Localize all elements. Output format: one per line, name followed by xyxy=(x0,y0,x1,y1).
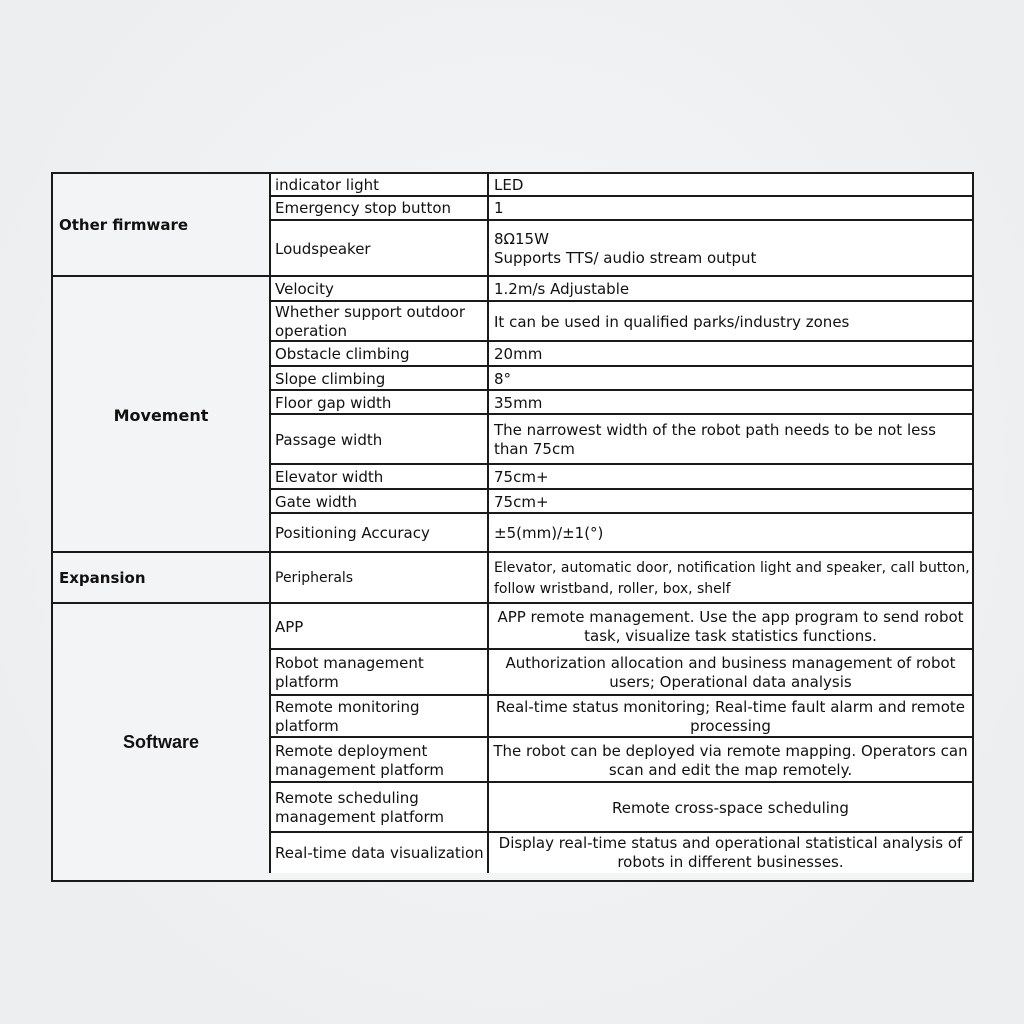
item-obstacle-climbing: Obstacle climbing xyxy=(269,340,489,367)
value-emergency-stop-button: 1 xyxy=(487,195,972,220)
category-other-firmware: Other firmware xyxy=(53,174,269,277)
value-gate-width: 75cm+ xyxy=(487,488,972,514)
value-realtime-data-visualization: Display real-time status and operational statistical analysis of robots in different businesses. xyxy=(487,831,972,873)
item-floor-gap-width: Floor gap width xyxy=(269,389,489,415)
value-loudspeaker-line-1: 8Ω15W xyxy=(494,230,549,248)
item-passage-width: Passage width xyxy=(269,413,489,465)
item-remote-deployment-platform: Remote deployment management platform xyxy=(269,736,489,783)
spec-table xyxy=(51,172,974,882)
value-elevator-width: 75cm+ xyxy=(487,463,972,490)
item-peripherals: Peripherals xyxy=(269,551,489,604)
value-robot-management-platform: Authorization allocation and business management of robot users; Operational data analysis xyxy=(487,648,972,696)
item-slope-climbing: Slope climbing xyxy=(269,365,489,391)
category-movement: Movement xyxy=(53,277,269,553)
value-remote-scheduling-platform: Remote cross-space scheduling xyxy=(487,781,972,833)
value-indicator-light: LED xyxy=(487,172,972,197)
item-loudspeaker: Loudspeaker xyxy=(269,219,489,277)
item-emergency-stop-button: Emergency stop button xyxy=(269,195,489,220)
item-positioning-accuracy: Positioning Accuracy xyxy=(269,512,489,553)
value-floor-gap-width: 35mm xyxy=(487,389,972,415)
category-expansion: Expansion xyxy=(53,553,269,604)
value-remote-monitoring-platform: Real-time status monitoring; Real-time fault alarm and remote processing xyxy=(487,694,972,738)
value-obstacle-climbing: 20mm xyxy=(487,340,972,367)
value-passage-width: The narrowest width of the robot path needs to be not less than 75cm xyxy=(487,413,972,465)
item-outdoor-operation: Whether support outdoor operation xyxy=(269,300,489,342)
value-positioning-accuracy: ±5(mm)/±1(°) xyxy=(487,512,972,553)
value-velocity: 1.2m/s Adjustable xyxy=(487,275,972,302)
item-remote-scheduling-platform: Remote scheduling management platform xyxy=(269,781,489,833)
value-peripherals: Elevator, automatic door, notification light and speaker, call button, follow wristband, roller, box, shelf xyxy=(487,551,972,604)
value-app: APP remote management. Use the app program to send robot task, visualize task statistics functions. xyxy=(487,602,972,650)
item-velocity: Velocity xyxy=(269,275,489,302)
item-app: APP xyxy=(269,602,489,650)
item-indicator-light: indicator light xyxy=(269,172,489,197)
value-outdoor-operation: It can be used in qualified parks/industry zones xyxy=(487,300,972,342)
item-robot-management-platform: Robot management platform xyxy=(269,648,489,696)
value-remote-deployment-platform: The robot can be deployed via remote mapping. Operators can scan and edit the map remotely. xyxy=(487,736,972,783)
item-realtime-data-visualization: Real-time data visualization xyxy=(269,831,489,873)
item-remote-monitoring-platform: Remote monitoring platform xyxy=(269,694,489,738)
value-loudspeaker xyxy=(487,219,972,277)
value-slope-climbing: 8° xyxy=(487,365,972,391)
category-software: Software xyxy=(53,604,269,880)
item-elevator-width: Elevator width xyxy=(269,463,489,490)
item-gate-width: Gate width xyxy=(269,488,489,514)
value-loudspeaker-line-2: Supports TTS/ audio stream output xyxy=(494,249,757,267)
